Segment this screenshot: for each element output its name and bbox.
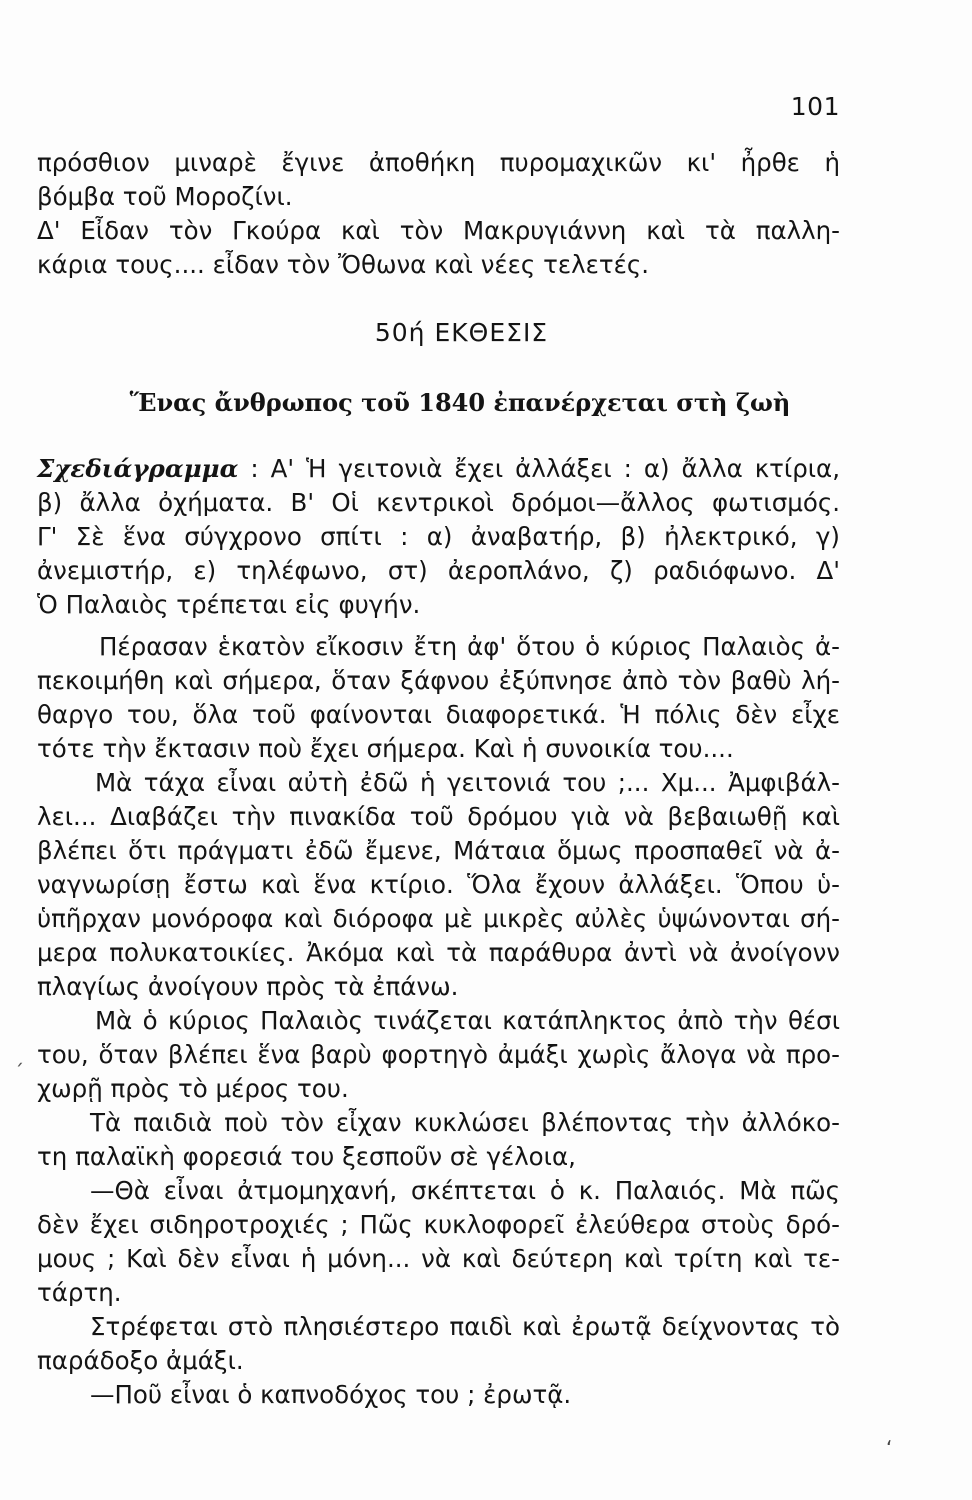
text-line: βόμβα τοῦ Μοροζίνι.: [37, 182, 293, 211]
text-line: πλαγίως ἀνοίγουν πρὸς τὰ ἐπάνω.: [37, 972, 459, 1001]
scheme-line-text: : Α' Ἡ γειτονιὰ ἔχει ἀλλάξει : α) ἄλλα κτίρια,: [238, 454, 840, 483]
text-line: δὲν ἔχει σιδηροτροχιές ; Πῶς κυκλοφορεῖ ἐλεύθερα στοὺς δρό-: [37, 1210, 840, 1239]
essay-subtitle: Ἕνας ἄνθρωπος τοῦ 1840 ἐπανέρχεται στὴ ζωὴ: [129, 388, 791, 417]
text-line: [37, 452, 840, 486]
text-line: τη παλαϊκὴ φορεσιά του ξεσποῦν σὲ γέλοια,: [37, 1142, 576, 1171]
text-line: τότε τὴν ἔκτασιν ποὺ ἔχει σήμερα. Καὶ ἡ συνοικία του....: [37, 734, 734, 763]
text-line: Ὁ Παλαιὸς τρέπεται εἰς φυγήν.: [37, 590, 421, 619]
text-line: τάρτη.: [37, 1278, 122, 1307]
text-line: παράδοξο ἀμάξι.: [37, 1346, 244, 1375]
text-line: ὑπῆρχαν μονόροφα καὶ διόροφα μὲ μικρὲς αὐλὲς ὑψώνονται σή-: [37, 904, 840, 933]
text-line: του, ὅταν βλέπει ἕνα βαρὺ φορτηγὸ ἀμάξι χωρὶς ἄλογα νὰ προ-: [37, 1040, 840, 1069]
text-line: Μὰ ὁ κύριος Παλαιὸς τινάζεται κατάπληκτος ἀπὸ τὴν θέσι: [95, 1006, 840, 1035]
text-line: Μὰ τάχα εἶναι αὐτὴ ἐδῶ ἡ γειτονιά του ;... Χμ... Ἀμφιβάλ-: [95, 768, 840, 797]
text-line: λει... Διαβάζει τὴν πινακίδα τοῦ δρόμου γιὰ νὰ βεβαιωθῇ καὶ: [37, 802, 840, 831]
page-number: 101: [790, 92, 840, 121]
text-line: —Θὰ εἶναι ἀτμομηχανή, σκέπτεται ὁ κ. Παλαιός. Μὰ πῶς: [90, 1176, 840, 1205]
exhibit-title: 50ή ΕΚΘΕΣΙΣ: [374, 318, 549, 347]
text-line: πεκοιμήθη καὶ σήμερα, ὅταν ξάφνου ἐξύπνησε ἀπὸ τὸν βαθὺ λή-: [37, 666, 840, 695]
text-line: μερα πολυκατοικίες. Ἀκόμα καὶ τὰ παράθυρα ἀντὶ νὰ ἀνοίγονν: [37, 938, 840, 967]
text-line: ἀνεμιστήρ, ε) τηλέφωνο, στ) ἀεροπλάνο, ζ) ραδιόφωνο. Δ': [37, 556, 840, 585]
text-line: βλέπει ὅτι πράγματι ἐδῶ ἔμενε, Μάταια ὅμως προσπαθεῖ νὰ ἀ-: [37, 836, 840, 865]
text-line: Γ' Σὲ ἕνα σύγχρονο σπίτι : α) ἀναβατήρ, β) ἠλεκτρικό, γ): [37, 522, 840, 551]
margin-mark: ʻ: [886, 1436, 893, 1460]
scheme-outline: [37, 452, 840, 622]
essay-body: [37, 630, 840, 1412]
text-line: ναγνωρίσῃ ἔστω καὶ ἕνα κτίριο. Ὅλα ἔχουν ἀλλάξει. Ὅπου ὑ-: [37, 870, 840, 899]
text-line: κάρια τους.... εἶδαν τὸν Ὄθωνα καὶ νέες τελετές.: [37, 250, 649, 279]
text-line: Στρέφεται στὸ πλησιέστερο παιδὶ καὶ ἐρωτᾷ δείχνοντας τὸ: [90, 1312, 840, 1341]
text-line: πρόσθιον μιναρὲ ἔγινε ἀποθήκη πυρομαχικῶν κι' ἦρθε ἡ: [37, 148, 840, 177]
text-line: β) ἄλλα ὀχήματα. Β' Οἱ κεντρικοὶ δρόμοι—ἄλλος φωτισμός.: [37, 488, 840, 517]
text-line: θαργο του, ὅλα τοῦ φαίνονται διαφορετικά. Ἡ πόλις δὲν εἶχε: [37, 700, 840, 729]
text-line: Τὰ παιδιὰ ποὺ τὸν εἶχαν κυκλώσει βλέποντας τὴν ἀλλόκο-: [90, 1108, 840, 1137]
margin-mark: ´: [14, 1060, 24, 1084]
scheme-label: Σχεδιάγραμμα: [37, 454, 239, 483]
text-line: —Ποῦ εἶναι ὁ καπνοδόχος του ; ἐρωτᾷ.: [90, 1380, 572, 1409]
text-line: Δ' Εἶδαν τὸν Γκούρα καὶ τὸν Μακρυγιάννη καὶ τὰ παλλη-: [37, 216, 840, 245]
text-line: Πέρασαν ἑκατὸν εἴκοσιν ἔτη ἀφ' ὅτου ὁ κύριος Παλαιὸς ἀ-: [99, 632, 840, 661]
text-line: μους ; Καὶ δὲν εἶναι ἡ μόνη... νὰ καὶ δεύτερη καὶ τρίτη καὶ τε-: [37, 1244, 840, 1273]
text-line: χωρῇ πρὸς τὸ μέρος του.: [37, 1074, 349, 1103]
opening-paragraphs: [37, 146, 840, 282]
